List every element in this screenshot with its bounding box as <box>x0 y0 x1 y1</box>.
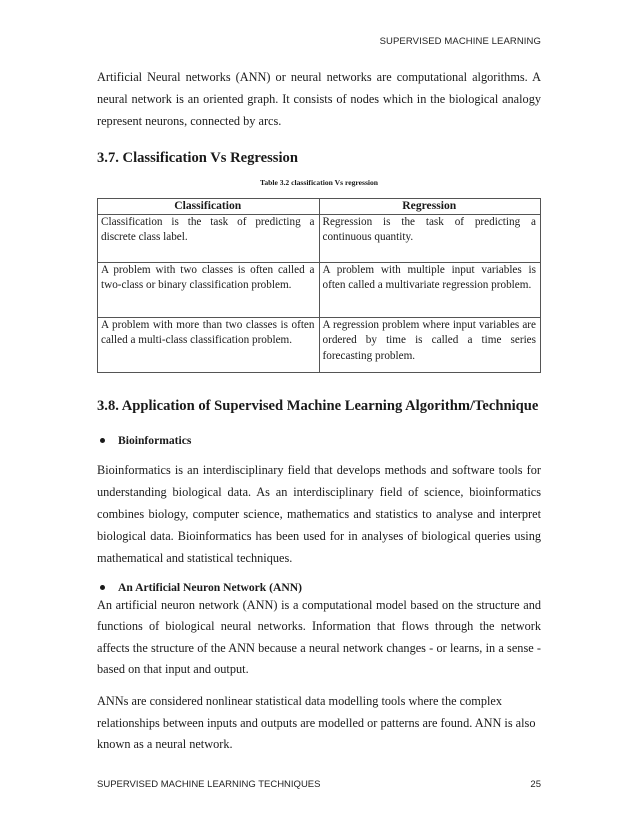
table-caption: Table 3.2 classification Vs regression <box>259 177 379 187</box>
table-header-row <box>98 198 541 214</box>
ann-paragraph-2: ANNs are considered nonlinear statistical data modelling tools where the complex relationships between inputs and outputs are modelled or patterns are found. ANN is also known as a neural network. <box>97 694 536 752</box>
table-cell: Regression is the task of predicting a continuous quantity. <box>319 214 541 262</box>
table-cell: A problem with multiple input variables is often called a multivariate regression problem. <box>319 262 541 317</box>
table-row <box>98 262 541 317</box>
section-3-8-heading: 3.8. Application of Supervised Machine Learning Algorithm/Technique <box>97 397 539 414</box>
footer-title: SUPERVISED MACHINE LEARNING TECHNIQUES <box>97 779 321 790</box>
column-header-classification: Classification <box>98 198 320 214</box>
table-row <box>98 317 541 372</box>
bullet-icon <box>100 585 105 590</box>
running-header: SUPERVISED MACHINE LEARNING <box>379 36 541 47</box>
bioinformatics-paragraph: Bioinformatics is an interdisciplinary field that develops methods and software tools for understanding biological data. As an interdisciplinary field of science, bioinformatics combines biology, computer science, mathematics and statistics to analyse and interpret biological data. Bioinformatics has been used for in analyses of biological queries using mathematical and statistical techniques. <box>97 462 541 566</box>
ann-paragraph-1: An artificial neuron network (ANN) is a computational model based on the structure and functions of biological neural networks. Information that flows through the network affects the structure of the ANN because a neural network changes - or learns, in a sense - based on that input and output. <box>97 597 541 677</box>
page-content <box>97 66 541 756</box>
column-header-regression: Regression <box>319 198 541 214</box>
bullet-ann <box>97 581 541 594</box>
classification-regression-table <box>97 198 541 373</box>
table-cell: Classification is the task of predicting a discrete class label. <box>98 214 320 262</box>
table-cell: A problem with more than two classes is often called a multi-class classification problem. <box>98 317 320 372</box>
page-footer <box>97 779 541 790</box>
table-cell: A regression problem where input variables are ordered by time is called a time series forecasting problem. <box>319 317 541 372</box>
table-row <box>98 214 541 262</box>
page-number: 25 <box>530 779 541 790</box>
section-3-7-heading: 3.7. Classification Vs Regression <box>97 149 298 166</box>
intro-paragraph: Artificial Neural networks (ANN) or neural networks are computational algorithms. A neural network is an oriented graph. It consists of nodes which in the biological analogy represent neurons, connected by arcs. <box>97 70 541 129</box>
bullet-icon <box>100 438 105 443</box>
table-cell: A problem with two classes is often called a two-class or binary classification problem. <box>98 262 320 317</box>
bioinformatics-title: Bioinformatics <box>118 433 192 447</box>
bullet-bioinformatics <box>97 434 541 447</box>
ann-title: An Artificial Neuron Network (ANN) <box>118 580 302 594</box>
